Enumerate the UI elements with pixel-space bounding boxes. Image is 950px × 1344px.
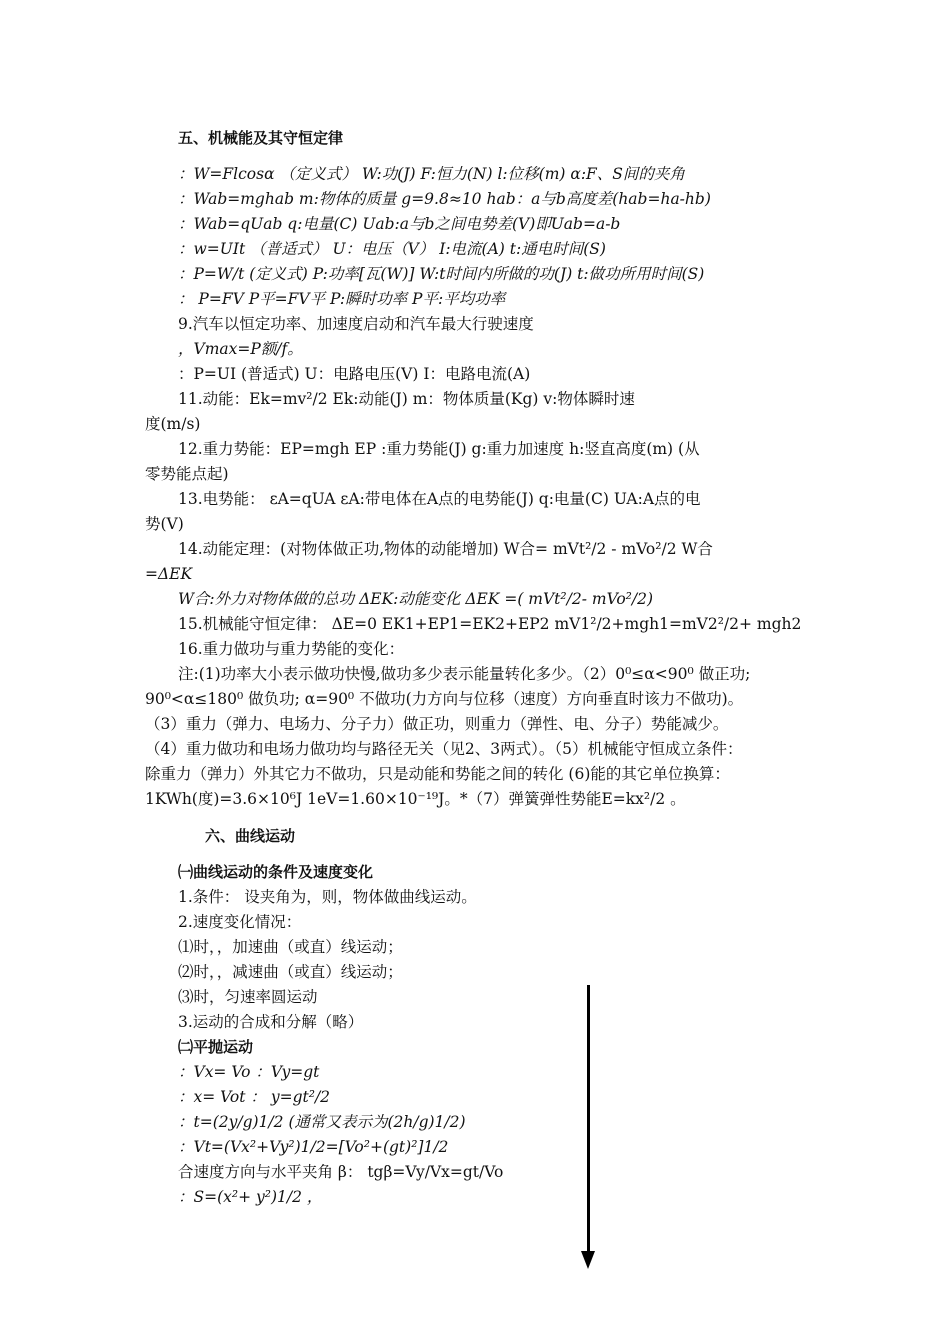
text-line: 合速度方向与水平夹角 β： tgβ=Vy/Vx=gt/Vo [178, 1163, 504, 1181]
text-line: ：P=UI (普适式) U：电路电压(V) I：电路电流(A) [178, 365, 531, 383]
text-line: ：Wab=qUab q:电量(C) Uab:a与b之间电势差(V)即Uab=a-b [178, 215, 621, 233]
text-line: 注:(1)功率大小表示做功快慢,做功多少表示能量转化多少。（2）0⁰≤α<90⁰ 做正功; [178, 665, 751, 683]
text-line: ： P=FV P平=FV平 P:瞬时功率 P平:平均功率 [178, 290, 506, 308]
text-line: 9.汽车以恒定功率、加速度启动和汽车最大行驶速度 [178, 315, 534, 333]
text-line: ⑴时，，加速曲（或直）线运动； [178, 938, 403, 956]
text-line: 11.动能：Ek=mv²/2 Ek:动能(J) m：物体质量(Kg) v:物体瞬时速 [178, 390, 635, 408]
text-line: ：Wab=mghab m:物体的质量 g=9.8≈10 hab：a与b高度差(hab=ha-hb) [178, 190, 711, 208]
subsection-1-title: ㈠曲线运动的条件及速度变化 [178, 863, 374, 881]
text-line: （3）重力（弹力、电场力、分子力）做正功，则重力（弹性、电、分子）势能减少。 [145, 715, 729, 733]
text-line: ：Vx= Vo ：Vy=gt [178, 1063, 320, 1081]
text-line: 除重力（弹力）外其它力不做功，只是动能和势能之间的转化 (6)能的其它单位换算： [145, 765, 730, 783]
section-5-title: 五、机械能及其守恒定律 [178, 129, 344, 147]
section-6-title: 六、曲线运动 [205, 827, 296, 845]
text-line: 15.机械能守恒定律： ΔE=0 EK1+EP1=EK2+EP2 mV1²/2+mgh1=mV2²/2+ mgh2 [178, 615, 802, 633]
text-line: ：w=UIt （普适式） U：电压（V） I:电流(A) t:通电时间(S) [178, 240, 606, 258]
text-line: 势(V) [145, 515, 184, 533]
text-line: 2.速度变化情况： [178, 913, 302, 931]
text-line: 1KWh(度)=3.6×10⁶J 1eV=1.60×10⁻¹⁹J。*（7）弹簧弹性势能E=kx²/2 。 [145, 790, 686, 808]
text-line: 16.重力做功与重力势能的变化： [178, 640, 405, 658]
text-line: ：x= Vot ： y=gt²/2 [178, 1088, 331, 1106]
text-line: ，Vmax=P额/f。 [178, 340, 303, 358]
text-line: 12.重力势能：EP=mgh EP :重力势能(J) g:重力加速度 h:竖直高度(m) (从 [178, 440, 700, 458]
text-line: 1.条件： 设夹角为，则，物体做曲线运动。 [178, 888, 477, 906]
text-line: =ΔEK [145, 565, 193, 583]
text-line: （4）重力做功和电场力做功均与路径无关（见2、3两式）。（5）机械能守恒成立条件： [145, 740, 743, 758]
text-line: 90⁰<α≤180⁰ 做负功; α=90⁰ 不做功(力方向与位移（速度）方向垂直时该力不做功)。 [145, 690, 744, 708]
text-line: ：Vt=(Vx²+Vy²)1/2=[Vo²+(gt)²]1/2 [178, 1138, 449, 1156]
text-line: ：t=(2y/g)1/2 (通常又表示为(2h/g)1/2) [178, 1113, 466, 1131]
text-line: 13.电势能： εA=qUA εA:带电体在A点的电势能(J) q:电量(C) UA:A点的电 [178, 490, 701, 508]
vertical-arrow-shaft [587, 985, 590, 1253]
text-line: 度(m/s) [145, 415, 201, 433]
text-line: ⑶时，匀速率圆运动 [178, 988, 318, 1006]
subsection-2-title: ㈡平抛运动 [178, 1038, 254, 1056]
text-line: ：S=(x²+ y²)1/2 ， [178, 1188, 323, 1206]
text-line: W合:外力对物体做的总功 ΔEK:动能变化 ΔEK =( mVt²/2- mVo²/2) [178, 590, 654, 608]
arrow-down-icon [581, 1251, 595, 1269]
text-line: 零势能点起) [145, 465, 229, 483]
text-line: 3.运动的合成和分解（略） [178, 1013, 364, 1031]
text-line: ⑵时，，减速曲（或直）线运动； [178, 963, 403, 981]
text-line: ：W=Flcosα （定义式） W:功(J) F:恒力(N) l:位移(m) α:F、S间的夹角 [178, 165, 685, 183]
text-line: 14.动能定理：(对物体做正功,物体的动能增加) W合= mVt²/2 - mVo²/2 W合 [178, 540, 713, 558]
text-line: ：P=W/t (定义式) P:功率[瓦(W)] W:t时间内所做的功(J) t:做功所用时间(S) [178, 265, 705, 283]
